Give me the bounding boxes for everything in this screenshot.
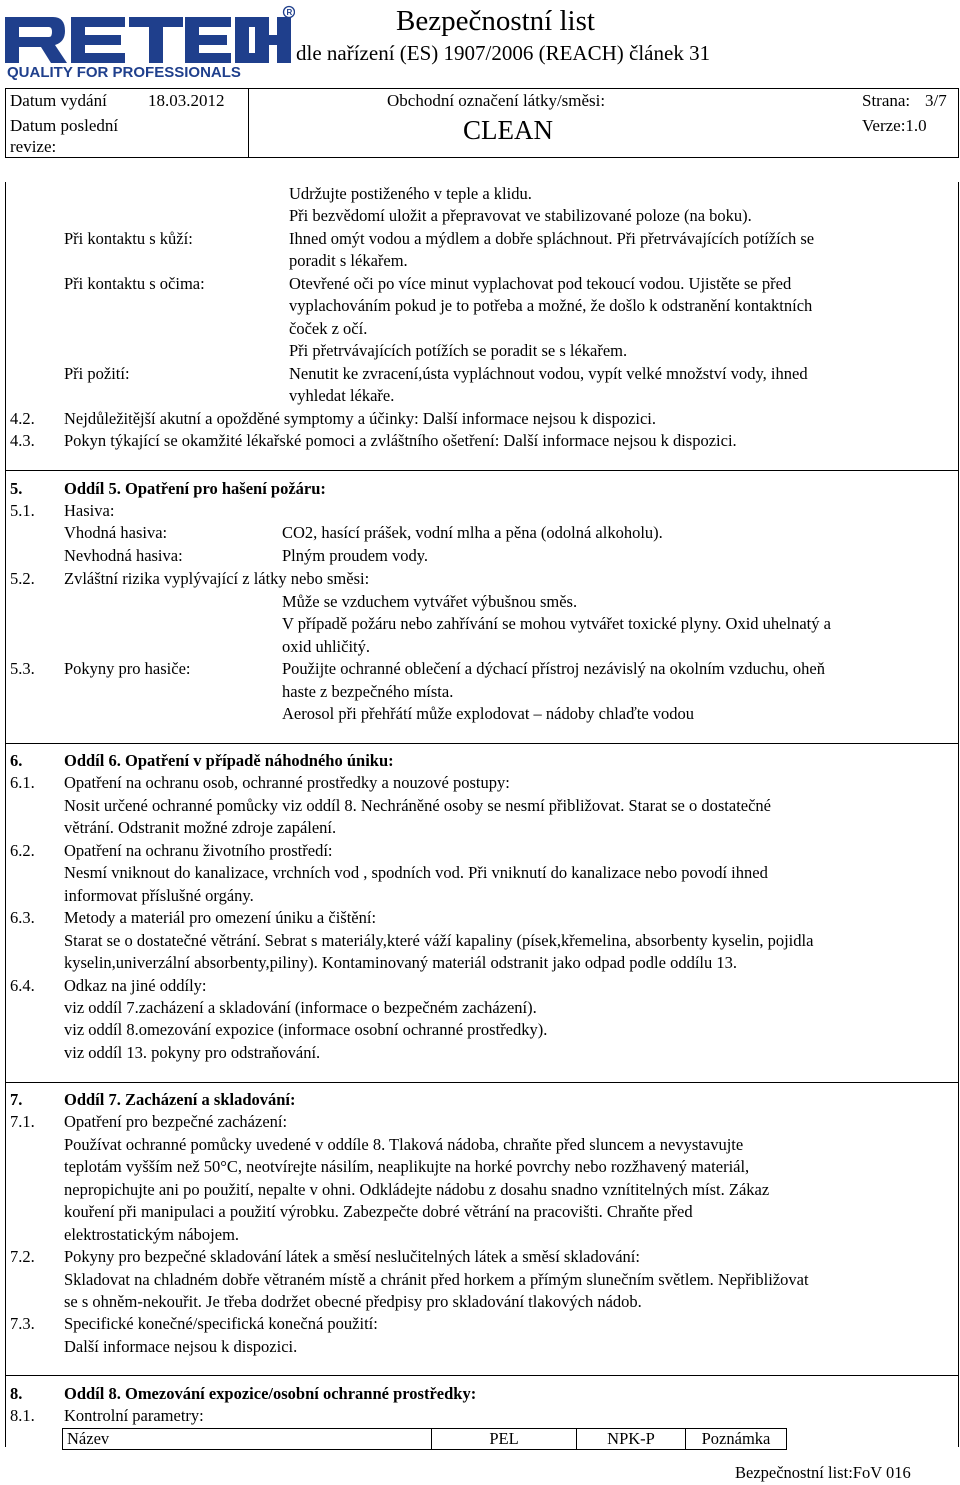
eye-contact-line-4: Při přetrvávajících potížích se poradit se s lékařem.: [289, 341, 628, 360]
footer-text: Bezpečnostní list:FoV 016: [735, 1463, 911, 1482]
subsection-text: Zvláštní rizika vyplývající z látky nebo směsi:: [64, 569, 370, 588]
eye-contact-line-2: vyplachováním pokud je to potřeba a možné, že došlo k odstranění kontaktních: [289, 296, 813, 315]
page-label: Strana:: [862, 91, 911, 110]
paragraph-line: Starat se o dostatečné větrání. Sebrat s materiály,které váží kapaliny (písek,křemelina, absorbenty kyselin, pojidla: [64, 931, 814, 950]
table-header-name: Název: [63, 1429, 432, 1450]
table-header-note: Poznámka: [686, 1429, 787, 1450]
table-header-pel: PEL: [432, 1429, 577, 1450]
revision-label: Datum poslední: [10, 116, 119, 135]
ingestion-line-2: vyhledat lékaře.: [289, 386, 395, 405]
paragraph-line: teplotám vyšším než 50°C, neotvírejte násilím, neaplikujte na horké povrchy nebo rozžhavený materiál,: [64, 1157, 750, 1176]
subsection-text: Opatření pro bezpečné zacházení:: [64, 1112, 288, 1131]
suitable-label: Vhodná hasiva:: [64, 523, 168, 542]
paragraph-line: viz oddíl 13. pokyny pro odstraňování.: [64, 1043, 321, 1062]
eye-contact-line-1: Otevřené oči po více minut vyplachovat pod tekoucí vodou. Ujistěte se před: [289, 274, 792, 293]
inhalation-line-2: Při bezvědomí uložit a přepravovat ve stabilizované poloze (na boku).: [289, 206, 752, 225]
subsection-text: Nejdůležitější akutní a opožděné symptomy a účinky: Další informace nejsou k dispozici.: [64, 409, 657, 428]
paragraph-line: Nesmí vniknout do kanalizace, vrchních vod , spodních vod. Při vniknutí do kanalizace nebo povodí ihned: [64, 863, 768, 882]
suitable-value: CO2, hasící prášek, vodní mlha a pěna (odolná alkoholu).: [282, 523, 663, 542]
company-logo: [5, 5, 295, 83]
skin-contact-line-1: Ihned omýt vodou a mýdlem a dobře spláchnout. Při přetrvávajících potížích se: [289, 229, 815, 248]
svg-text:R: R: [286, 8, 293, 17]
subsection-number: 5.1.: [10, 501, 35, 520]
paragraph-line: elektrostatickým nábojem.: [64, 1225, 240, 1244]
paragraph-line: informovat příslušné orgány.: [64, 886, 254, 905]
table-header-npk: NPK-P: [577, 1429, 686, 1450]
subsection-number: 4.3.: [10, 431, 35, 450]
subsection-number: 7.1.: [10, 1112, 35, 1131]
section-number: 6.: [10, 751, 23, 770]
issue-date-label: Datum vydání: [10, 91, 107, 110]
unsuitable-label: Nevhodná hasiva:: [64, 546, 183, 565]
subsection-text: Pokyny pro hasiče:: [64, 659, 191, 678]
subsection-number: 6.4.: [10, 976, 35, 995]
subsection-number: 6.3.: [10, 908, 35, 927]
table-header-row: [63, 1429, 787, 1450]
control-parameters-table: [62, 1428, 787, 1450]
hazard-line-3: oxid uhličitý.: [282, 637, 370, 656]
product-name: CLEAN: [463, 115, 553, 145]
section-number: 7.: [10, 1090, 23, 1109]
firefighter-line-1: Použijte ochranné oblečení a dýchací přístroj nezávislý na okolním vzduchu, oheň: [282, 659, 825, 678]
issue-date: 18.03.2012: [148, 91, 225, 110]
eye-contact-label: Při kontaktu s očima:: [64, 274, 205, 293]
version: Verze:1.0: [862, 116, 927, 135]
section-title: Oddíl 6. Opatření v případě náhodného úniku:: [64, 751, 394, 770]
subsection-text: Odkaz na jiné oddíly:: [64, 976, 207, 995]
trade-name-label: Obchodní označení látky/směsi:: [387, 91, 606, 110]
page-number: 3/7: [925, 91, 947, 110]
section-title: Oddíl 5. Opatření pro hašení požáru:: [64, 479, 326, 498]
firefighter-line-3: Aerosol při přehřátí může explodovat – nádoby chlaďte vodou: [282, 704, 695, 723]
eye-contact-line-3: čoček z očí.: [289, 319, 368, 338]
skin-contact-line-2: poradit s lékařem.: [289, 251, 408, 270]
section-number: 8.: [10, 1384, 23, 1403]
subsection-text: Opatření na ochranu životního prostředí:: [64, 841, 333, 860]
subsection-number: 7.3.: [10, 1314, 35, 1333]
subsection-text: Specifické konečné/specifická konečná použití:: [64, 1314, 378, 1333]
paragraph-line: větrání. Odstranit možné zdroje zapálení.: [64, 818, 337, 837]
paragraph-line: nepropichujte ani po použití, nepalte v ohni. Odkládejte nádobu z dosahu snadno vznítitelných míst. Zákaz: [64, 1180, 770, 1199]
firefighter-line-2: haste z bezpečného místa.: [282, 682, 454, 701]
paragraph-line: Další informace nejsou k dispozici.: [64, 1337, 298, 1356]
section-number: 5.: [10, 479, 23, 498]
revision-label-2: revize:: [10, 137, 57, 156]
inhalation-line-1: Udržujte postiženého v teple a klidu.: [289, 184, 532, 203]
subsection-text: Metody a materiál pro omezení úniku a čištění:: [64, 908, 377, 927]
document-subtitle: dle nařízení (ES) 1907/2006 (REACH) článek 31: [296, 41, 711, 65]
subsection-number: 4.2.: [10, 409, 35, 428]
section-title: Oddíl 8. Omezování expozice/osobní ochranné prostředky:: [64, 1384, 477, 1403]
subsection-number: 5.2.: [10, 569, 35, 588]
subsection-text: Pokyn týkající se okamžité lékařské pomoci a zvláštního ošetření: Další informace nejsou k dispozici.: [64, 431, 737, 450]
logo-tagline: QUALITY FOR PROFESSIONALS: [7, 64, 241, 81]
hazard-line-2: V případě požáru nebo zahřívání se mohou vytvářet toxické plyny. Oxid uhelnatý a: [282, 614, 831, 633]
ingestion-label: Při požití:: [64, 364, 130, 383]
paragraph-line: viz oddíl 7.zacházení a skladování (informace o bezpečném zacházení).: [64, 998, 537, 1017]
paragraph-line: kouření při manipulaci a použití výrobku. Zabezpečte dobré větrání na pracovišti. Chraňte před: [64, 1202, 693, 1221]
subsection-text: Kontrolní parametry:: [64, 1406, 204, 1425]
paragraph-line: se s ohněm-nekouřit. Je třeba dodržet obecné předpisy pro skladování tlakových nádob.: [64, 1292, 642, 1311]
subsection-number: 5.3.: [10, 659, 35, 678]
skin-contact-label: Při kontaktu s kůží:: [64, 229, 193, 248]
subsection-number: 7.2.: [10, 1247, 35, 1266]
paragraph-line: viz oddíl 8.omezování expozice (informace osobní ochranné prostředky).: [64, 1020, 548, 1039]
subsection-number: 8.1.: [10, 1406, 35, 1425]
hazard-line-1: Může se vzduchem vytvářet výbušnou směs.: [282, 592, 578, 611]
paragraph-line: Používat ochranné pomůcky uvedené v oddíle 8. Tlaková nádoba, chraňte před sluncem a nevystavujte: [64, 1135, 744, 1154]
document-title: Bezpečnostní list: [396, 5, 595, 37]
subsection-number: 6.2.: [10, 841, 35, 860]
section-title: Oddíl 7. Zacházení a skladování:: [64, 1090, 296, 1109]
subsection-text: Opatření na ochranu osob, ochranné prostředky a nouzové postupy:: [64, 773, 510, 792]
ingestion-line-1: Nenutit ke zvracení,ústa vypláchnout vodou, vypít velké množství vody, ihned: [289, 364, 808, 383]
unsuitable-value: Plným proudem vody.: [282, 546, 429, 565]
subsection-text: Pokyny pro bezpečné skladování látek a směsí neslučitelných látek a směsí skladování:: [64, 1247, 640, 1266]
paragraph-line: kyselin,univerzální absorbenty,piliny). Kontaminovaný materiál odstranit jako odpad podle oddílu 13.: [64, 953, 737, 972]
subsection-number: 6.1.: [10, 773, 35, 792]
subsection-text: Hasiva:: [64, 501, 115, 520]
paragraph-line: Skladovat na chladném dobře větraném místě a chránit před horkem a přímým slunečním světlem. Nepřibližovat: [64, 1270, 809, 1289]
paragraph-line: Nosit určené ochranné pomůcky viz oddíl 8. Nechráněné osoby se nesmí přibližovat. Starat se o dostatečné: [64, 796, 771, 815]
